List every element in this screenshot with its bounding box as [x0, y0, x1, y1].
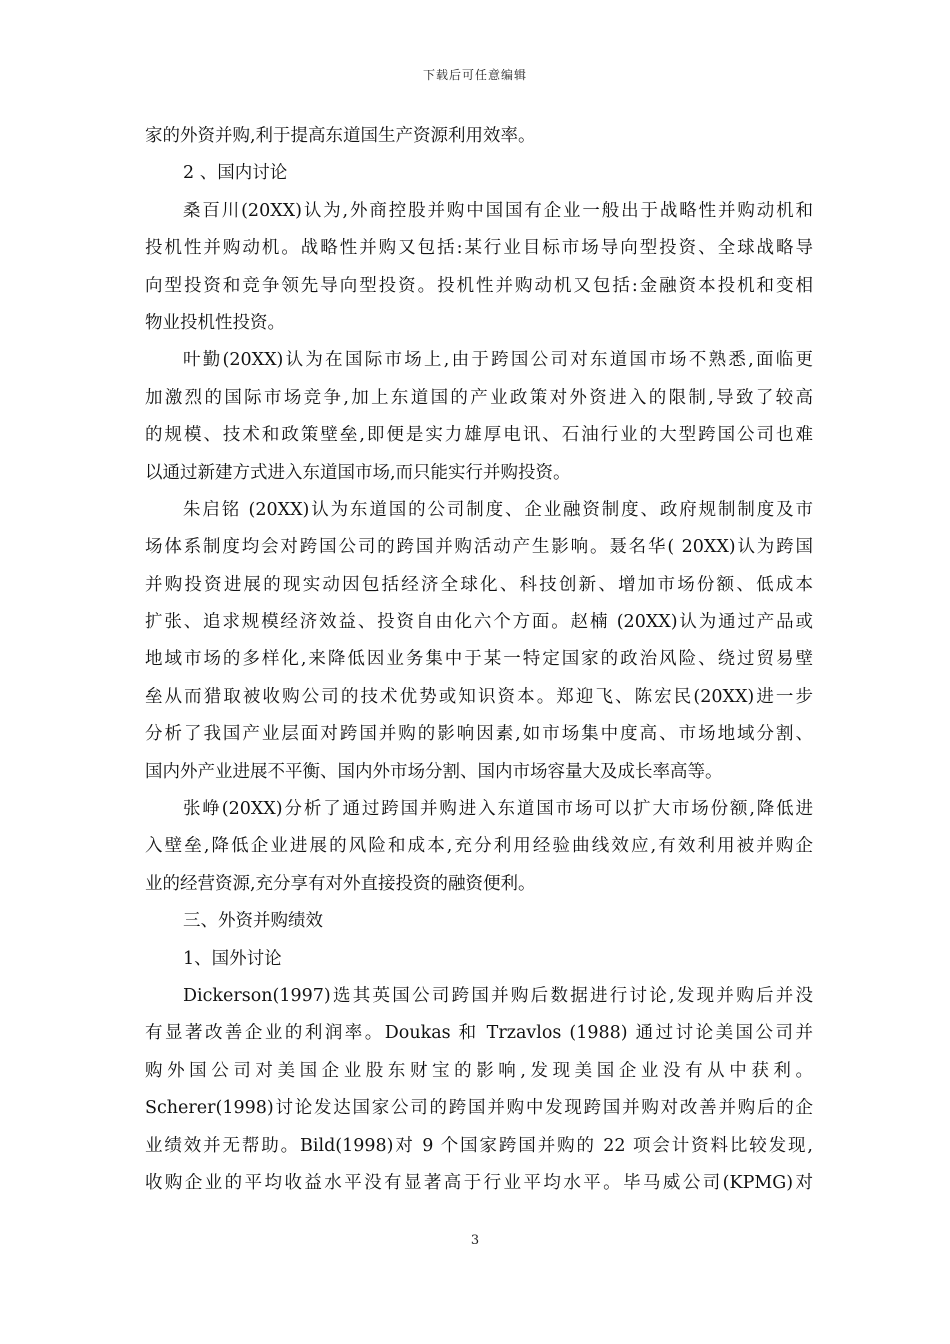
text-line: 1、国外讨论 [183, 948, 282, 969]
page-header: 下载后可任意编辑 [422, 68, 527, 82]
text-line: 三、外资并购绩效 [183, 911, 323, 932]
text-line: Scherer(1998)讨论发达国家公司的跨国并购中发现跨国并购对改善并购后的企 [145, 1098, 813, 1119]
page-number: 3 [470, 1233, 480, 1248]
text-line: 家的外资并购,利于提高东道国生产资源利用效率。 [145, 126, 536, 146]
text-line: 扩张、追求规模经济效益、投资自由化六个方面。赵楠 (20XX)认为通过产品或 [145, 612, 813, 633]
document-body [145, 118, 813, 1202]
text-line: 业的经营资源,充分享有对外直接投资的融资便利。 [145, 873, 536, 894]
text-line: 叶勤(20XX)认为在国际市场上,由于跨国公司对东道国市场不熟悉,面临更 [183, 350, 813, 371]
text-line: 以通过新建方式进入东道国市场,而只能实行并购投资。 [145, 462, 571, 483]
text-line: 朱启铭 (20XX)认为东道国的公司制度、企业融资制度、政府规制制度及市 [183, 499, 813, 520]
text-line: 地域市场的多样化,来降低因业务集中于某一特定国家的政治风险、绕过贸易壁 [145, 649, 813, 670]
text-line: 2 、国内讨论 [183, 163, 288, 184]
text-line: 国内外产业进展不平衡、国内外市场分割、国内市场容量大及成长率高等。 [145, 761, 723, 782]
text-line: 投机性并购动机。战略性并购又包括:某行业目标市场导向型投资、全球战略导 [145, 238, 813, 259]
text-line: 垒从而猎取被收购公司的技术优势或知识资本。郑迎飞、陈宏民(20XX)进一步 [145, 686, 813, 707]
text-line: 分析了我国产业层面对跨国并购的影响因素,如市场集中度高、市场地域分割、 [145, 724, 813, 745]
text-line: 加激烈的国际市场竞争,加上东道国的产业政策对外资进入的限制,导致了较高 [145, 387, 813, 408]
text-line: 物业投机性投资。 [145, 312, 285, 333]
text-line: 有显著改善企业的利润率。Doukas 和 Trzavlos (1988) 通过讨论美国公司并 [145, 1023, 813, 1044]
text-line: 张峥(20XX)分析了通过跨国并购进入东道国市场可以扩大市场份额,降低进 [183, 799, 813, 820]
text-line: 场体系制度均会对跨国公司的跨国并购活动产生影响。聂名华( 20XX)认为跨国 [145, 537, 813, 558]
text-line: 并购投资进展的现实动因包括经济全球化、科技创新、增加市场份额、低成本 [145, 574, 813, 595]
text-line: Dickerson(1997)选其英国公司跨国并购后数据进行讨论,发现并购后并没 [183, 985, 813, 1006]
text-line: 业绩效并无帮助。Bild(1998)对 9 个国家跨国并购的 22 项会计资料比较发现, [145, 1135, 813, 1156]
text-line: 入壁垒,降低企业进展的风险和成本,充分利用经验曲线效应,有效利用被并购企 [145, 836, 813, 857]
text-line: 收购企业的平均收益水平没有显著高于行业平均水平。毕马威公司(KPMG)对 [145, 1172, 813, 1193]
text-line: 的规模、技术和政策壁垒,即便是实力雄厚电讯、石油行业的大型跨国公司也难 [145, 425, 813, 446]
text-line: 购外国公司对美国企业股东财宝的影响,发现美国企业没有从中获利。 [145, 1060, 813, 1081]
text-line: 桑百川(20XX)认为,外商控股并购中国国有企业一般出于战略性并购动机和 [183, 200, 813, 221]
text-line: 向型投资和竞争领先导向型投资。投机性并购动机又包括:金融资本投机和变相 [145, 275, 813, 296]
